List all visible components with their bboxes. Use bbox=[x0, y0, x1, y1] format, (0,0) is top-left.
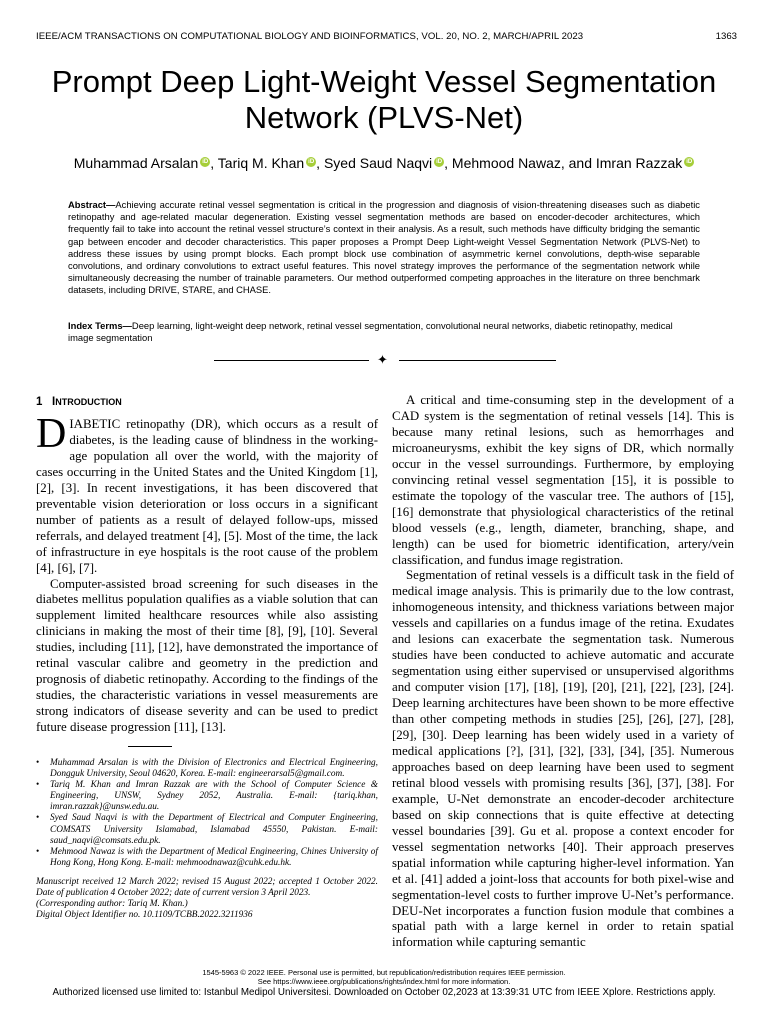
manuscript-note: Manuscript received 12 March 2022; revised 15 August 2022; accepted 1 October 2022. Date of publication 4 October 2022; date of current version 3 April 2023. bbox=[36, 876, 378, 899]
orcid-icon[interactable]: iD bbox=[308, 159, 315, 165]
rights-link[interactable]: See https://www.ieee.org/publications/rights/index.html for more information. bbox=[257, 976, 511, 986]
affiliation-item: • Tariq M. Khan and Imran Razzak are with the School of Computer Science & Engineering, UNSW, Sydney 2052, Australia. E-mail: {tariq.khan, imran.razzak}@unsw.edu.au. bbox=[36, 780, 378, 813]
author-list bbox=[0, 155, 768, 171]
author-4: , Mehmood Nawaz, and Imran Razzak bbox=[444, 155, 683, 171]
copyright-line: 1545-5963 © 2022 IEEE. Personal use is permitted, but republication/redistribution requires IEEE permission. bbox=[202, 968, 566, 977]
copyright-footer bbox=[0, 969, 768, 987]
orcid-icon[interactable]: iD bbox=[202, 159, 209, 165]
affiliation-item: • Syed Saud Naqvi is with the Department of Electrical and Computer Engineering, COMSATS University Islamabad, Islamabad 45550, Pakistan. E-mail: saud_naqvi@comsats.edu.pk. bbox=[36, 813, 378, 846]
section-title-rest: NTRODUCTION bbox=[55, 397, 122, 407]
section-heading bbox=[36, 396, 122, 408]
dropcap: D bbox=[36, 411, 67, 457]
orcid-icon[interactable]: iD bbox=[436, 159, 443, 165]
index-terms-text: Deep learning, light-weight deep network, retinal vessel segmentation, convolutional neural networks, diabetic retinopathy, medical image segmentation bbox=[68, 320, 673, 344]
author-2: , Tariq M. Khan bbox=[210, 155, 305, 171]
paragraph: Segmentation of retinal vessels is a difficult task in the field of medical image analysis. This is primarily due to the low contrast, inhomogeneous intensity, and thickness variations between major vessels and capillaries on a fundus image of the retina. Exudates and lesions can exacerbate the segmentation task. Numerous studies have been conducted to achieve automatic and accurate segmentation using either supervised or unsupervised algorithms and computer vision [17], [18], [19], [20], [21], [22], [23], [24]. Deep learning architectures have been shown to be more effective than other competing methods in studies [25], [26], [27], [28], [29], [30]. Deep learning has been widely used in a variety of medical applications [?], [31], [32], [33], [34], [35]. Numerous approaches based on deep learning have been used to segment retinal blood vessels with promising results [36], [37], [38]. For example, U-Net demonstrate an encoder-decoder architecture based on skip connections that is quite effective at detecting vessel boundaries [39]. Gu et al. propose a context encoder for vessel segmentation networks [40]. Their approach preserves spatial information while capturing higher-level information. Yan et al. [41] added a joint-loss that accounts for both pixel-wise and segmentation-level costs to further improve U-Net’s performance. DEU-Net incorporates a function fusion module that combines a spatial path with a large kernel in order to retain spatial information while capturing semantic bbox=[392, 568, 734, 950]
left-column bbox=[36, 411, 378, 736]
footnote-rule bbox=[128, 746, 172, 747]
section-number: 1 bbox=[36, 396, 43, 408]
section-title-initial: I bbox=[52, 396, 56, 408]
divider-ornament-icon: ✦ bbox=[377, 352, 388, 367]
running-header: IEEE/ACM TRANSACTIONS ON COMPUTATIONAL BIOLOGY AND BIOINFORMATICS, VOL. 20, NO. 2, MARCH/APRIL 2023 bbox=[36, 31, 584, 42]
right-column bbox=[392, 393, 734, 951]
title-line-1: Prompt Deep Light-Weight Vessel Segmentation bbox=[51, 64, 717, 99]
divider-left bbox=[214, 360, 369, 361]
dropcap-rest: IABETIC bbox=[69, 417, 121, 431]
page-number: 1363 bbox=[715, 31, 737, 42]
affiliation-item: • Muhammad Arsalan is with the Division of Electronics and Electrical Engineering, Dongguk University, Seoul 04620, Korea. E-mail: engineerarsal5@gmail.com. bbox=[36, 758, 378, 780]
abstract bbox=[68, 199, 700, 297]
paragraph bbox=[36, 411, 378, 577]
author-affiliations bbox=[36, 758, 378, 921]
corresponding-author: (Corresponding author: Tariq M. Khan.) bbox=[36, 899, 188, 910]
abstract-label: Abstract— bbox=[68, 199, 116, 210]
paragraph: Computer-assisted broad screening for such diseases in the diabetes mellitus population qualifies as a viable solution that can supplement limited healthcare resources while also assisting clinicians in making the most of their time [8], [9], [10]. Several studies, including [11], [12], have demonstrated the importance of retinal vascular calibre and geometry in the prediction and prognosis of diabetic retinopathy. According to the findings of the studies, the characteristic variations in vessel measurements are strong indicators of disease severity and can be used to predict future disease progression [11], [13]. bbox=[36, 576, 378, 735]
abstract-text: Achieving accurate retinal vessel segmentation is critical in the progression and diagnosis of vision-threatening diseases such as diabetic retinopathy and age-related macular degeneration. Existing vessel segmentation methods are based on encoder-decoder architectures, which frequently fail to take into account the retinal vessel structure’s context in their analysis. As a result, such methods have difficulty bridging the semantic gap between encoder and decoder characteristics. This paper proposes a Prompt Deep Light-weight Vessel Segmentation Network (PLVS-Net) to address these issues by using prompt blocks. Each prompt block use combination of asymmetric kernel convolutions, depth-wise separable convolutions, and ordinary convolutions to extract useful features. This novel strategy improves the performance of the segmentation network while simultaneously decreasing the number of trainable parameters. Our method outperformed competing approaches in the literature on three benchmark datasets, including DRIVE, STARE, and CHASE. bbox=[68, 199, 700, 296]
doi[interactable]: Digital Object Identifier no. 10.1109/TCBB.2022.3211936 bbox=[36, 910, 253, 921]
orcid-icon[interactable]: iD bbox=[686, 159, 693, 165]
paper-title bbox=[0, 64, 768, 136]
paragraph: A critical and time-consuming step in the development of a CAD system is the segmentation of retinal vessels [14]. This is because many retinal lesions, such as hemorrhages and microaneurysms, exhibit the key signs of DR, which normally occur in the vessel surroundings. Furthermore, by employing convincing retinal vessel segmentation [15], it is possible to estimate the topology of the vascular tree. The authors of [15], [16] demonstrate that physiological characteristics of the retinal blood vessels (e.g., length, diameter, branching, shape, and length) can be used for biometric identification, artery/vein classification, and fundus image registration. bbox=[392, 393, 734, 567]
divider-right bbox=[399, 360, 556, 361]
author-3: , Syed Saud Naqvi bbox=[316, 155, 433, 171]
title-line-2: Network (PLVS-Net) bbox=[244, 100, 524, 135]
license-notice: Authorized licensed use limited to: Istanbul Medipol Universitesi. Downloaded on October 02,2023 at 13:39:31 UTC from IEEE Xplore. Restrictions apply. bbox=[52, 987, 716, 998]
paragraph-text: retinopathy (DR), which occurs as a result of diabetes, is the leading cause of blindness in the working-age population all over the world, with the majority of cases occurring in the United States and the United Kingdom [1], [2], [3]. In recent investigations, it has been discovered that preventable vision deterioration or loss occurs in a significant number of patients as a result of delayed follow-ups, missed referrals, and delayed treatment [4], [5]. Most of the time, the lack of infrastructure in eye hospitals is the root cause of the problem [4], [6], [7]. bbox=[36, 417, 378, 575]
index-terms-label: Index Terms— bbox=[68, 320, 132, 331]
index-terms bbox=[68, 320, 700, 344]
affiliation-item: • Mehmood Nawaz is with the Department of Medical Engineering, Chines University of Hong Kong, Hong Kong. E-mail: mehmoodnawaz@cuhk.edu.hk. bbox=[36, 847, 378, 869]
author-1: Muhammad Arsalan bbox=[73, 155, 199, 171]
